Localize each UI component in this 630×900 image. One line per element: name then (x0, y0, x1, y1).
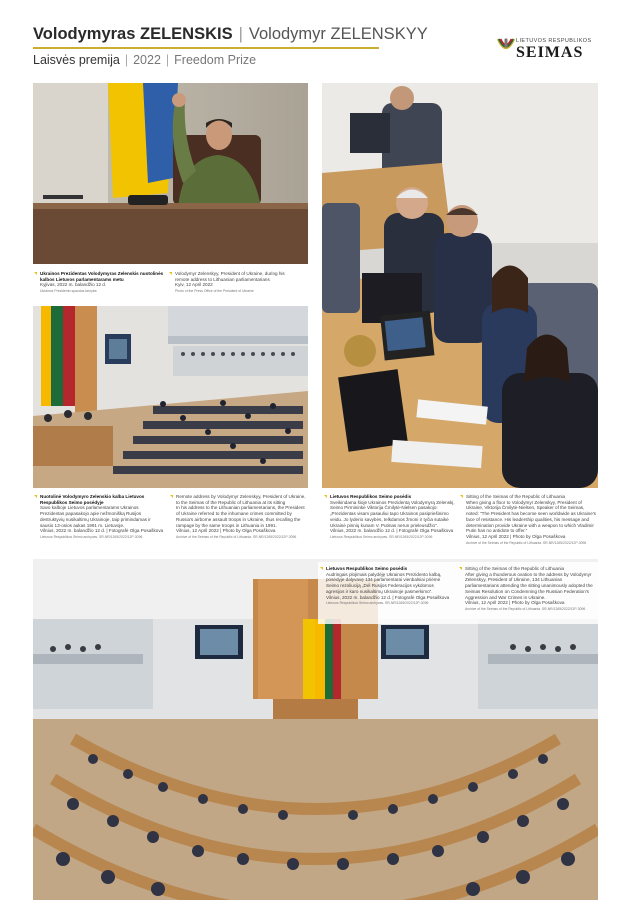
prize-en: Freedom Prize (174, 53, 257, 67)
page-subtitle: Laisvės premija | 2022 | Freedom Prize (33, 53, 257, 67)
page-title (33, 24, 428, 44)
caption-3-lt (330, 494, 458, 541)
logo-caption: LIETUVOS RESPUBLIKOS (516, 38, 592, 44)
photo-zelenskyy-remote-address (33, 83, 308, 264)
caption-source: Archive of the Seimas of the Republic of Lithuania. SR-NR/1265/2022/12P-3096 (465, 606, 586, 611)
caption-body: When giving a floor to Volodymyr Zelenskyy, President of Ukraine, Viktorija Čmilytė-Nielsen, Speaker of the Seimas, noted: "The President has become seen worldwide as Ukraine's face of resistance. His leadership qualities, his message and determination provide Ukraine with a weapon to which Vladimir Putin has no antidote to offer." (466, 499, 596, 534)
caption-body: In his address to the Lithuanian parliamentarians, the President of Ukraine referred to the inhumane crimes committed by Russia's airborne assault troops in Ukraine, thus recalling the rampage by the same troops in Lithuania in 1991. (176, 505, 305, 528)
caption-date: Kyiv, 12 April 2022 (175, 282, 213, 288)
caption-2-lt (40, 494, 164, 541)
title-separator: | (238, 25, 243, 43)
caption-date: Vilnius, 12 April 2022 | Photo by Olga Posaškova (465, 600, 565, 606)
caption-title: Volodymyr Zelenskyy, President of Ukraine, during his remote address to Lithuanian parliamentarians (175, 271, 285, 282)
caption-date: Vilnius, 2022 m. balandžio 12 d. | Fotografė Olga Posaškova (330, 528, 454, 534)
caption-body: After giving a thunderous ovation to the address by Volodymyr Zelenskyy, President of Ukraine, 134 Lithuanian parliamentarians attending the sitting unanimously adopted the Seimas Resolution on Condemning the Russian Federation's Aggression and War Crimes in Ukraine. (465, 571, 593, 600)
caption-date: Vilnius, 12 April 2022 | Photo by Olga Posaškova (466, 533, 566, 539)
caption-title: Sitting of the Seimas of the Republic of Lithuania (466, 494, 566, 499)
prize-lt: Laisvės premija (33, 53, 120, 67)
caption-source: Lietuvos Respublikos Seimo archyvas. SR-NR/1265/2022/12P-3096 (40, 534, 143, 539)
caption-source: Archive of the Seimas of the Republic of Lithuania. SR-NR/1265/2022/12P-3096 (176, 534, 297, 539)
caption-3-en (466, 494, 598, 546)
caption-date: Kyjivas, 2022 m. balandžio 12 d. (40, 282, 107, 288)
caption-date: Vilnius, 2022 m. balandžio 12 d. | Fotografė Olga Posaškova (40, 528, 164, 534)
caption-body: Savo kalboje Lietuvos parlamentarams Ukrainos Prezidentas papasakojo apie nežmonišką Rusijos destruktyvių nusikaltimų Ukrainoje, taip primindamas ir sausio 13-osios aukas 1991 m. Lietuvoje. (40, 505, 151, 528)
caption-source: Lietuvos Respublikos Seimo archyvas. SR-NR/1265/2022/12P-3096 (326, 601, 429, 606)
seimas-emblem-icon (496, 35, 516, 61)
caption-2-en (176, 494, 307, 541)
caption-title: Nuotolinė Volodymyro Zelenskio kalba Lietuvos Respublikos Seimo posėdyje (40, 494, 145, 505)
caption-date: Vilnius, 2022 m. balandžio 12 d. | Fotografė Olga Posaškova (326, 594, 450, 600)
photo-seimas-hall-screen (33, 306, 308, 488)
caption-source: Ukrainos Prezidento spaudos tarnyba (40, 289, 97, 294)
caption-title: Lietuvos Respublikos Seimo posėdis (330, 494, 412, 499)
caption-4-en (465, 566, 593, 613)
caption-title: Ukrainos Prezidentas Volodymyras Zelenskis nuotolinės kalbos Lietuvos parlamentarams metu (40, 271, 164, 282)
name-lt: Volodymyras ZELENSKIS (33, 25, 233, 43)
caption-1-lt (40, 271, 165, 295)
caption-source: Photo of the Press Office of the President of Ukraine (175, 289, 254, 294)
caption-title: Sitting of the Seimas of the Republic of Lithuania (465, 566, 565, 571)
caption-body: Audringais plojimais palydėję Ukrainos Prezidento kalbą, posėdyje dalyvavę 134 parlamentarai vienbalsiai priėmė Seimo rezoliuciją „Dėl Rusijos Federacijos vykdomos agresijos ir karo nusikaltimų Ukrainoje pasmerkimo". (326, 571, 442, 594)
logo-wordmark: SEIMAS (516, 44, 584, 61)
caption-source: Lietuvos Respublikos Seimo archyvas. SR-NR/1265/2022/12P-3096 (330, 534, 433, 539)
photo-seimas-members-headphones (322, 83, 598, 488)
caption-date: Vilnius, 12 April 2022 | Photo by Olga Posaškova (176, 528, 276, 534)
caption-title: Lietuvos Respublikos Seimo posėdis (326, 566, 408, 571)
title-underline (33, 47, 379, 49)
caption-4-lt (326, 566, 452, 607)
prize-year: 2022 (133, 53, 161, 67)
caption-title: Remote address by Volodymyr Zelenskyy, President of Ukraine, to the Seimas of the Republic of Lithuania at its sitting (176, 494, 306, 505)
name-en: Volodymyr ZELENSKYY (248, 25, 428, 43)
caption-body: Sveikindama šioje Ukrainos Prezidentą Volodymyrą Zelenskį, Seimo Pirmininkė Viktorija Čmilytė-Nielsen pasakojo: „Prezidentas visam pasauliui tapo Ukrainos pasipriešinimo veidu. Jo lyderio savybės, telkdamos žmoni ir tyčia sutaikė Ukrainė pinnių kunam V. Putinas nerun prieleusdžio". (330, 499, 455, 528)
caption-source: Archive of the Seimas of the Republic of Lithuania. SR-NR/1265/2022/12P-3096 (466, 540, 587, 545)
caption-1-en (175, 271, 300, 295)
